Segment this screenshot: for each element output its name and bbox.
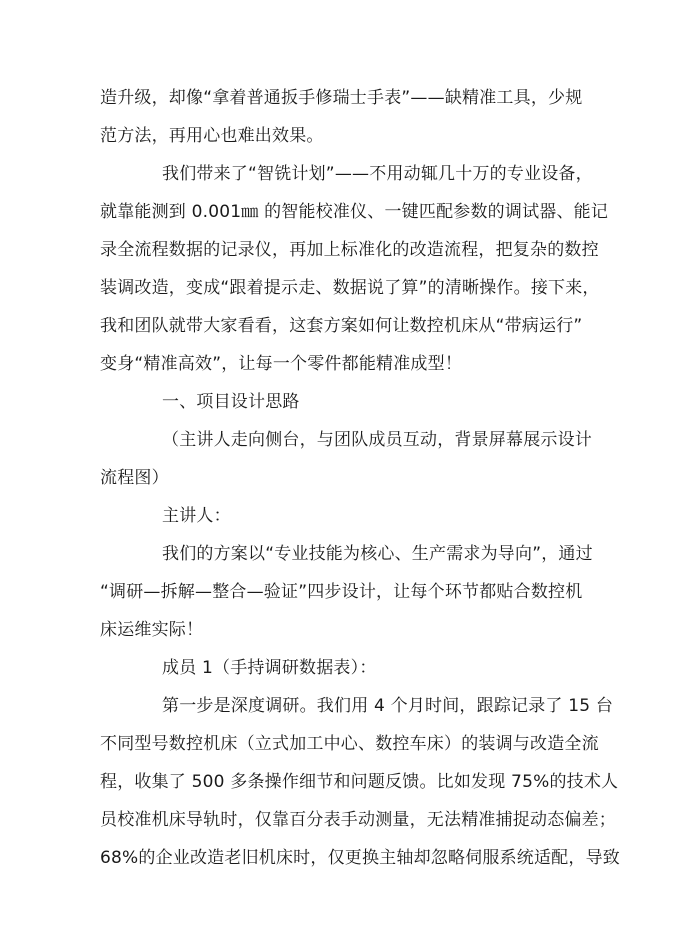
speaker-label: 主讲人： [162,506,231,526]
paragraph-line: 第一步是深度调研。我们用 4 个月时间，跟踪记录了 15 台 [162,696,614,716]
paragraph-line: 不同型号数控机床（立式加工中心、数控车床）的装调与改造全流 [100,734,599,754]
section-heading: 一、项目设计思路 [162,392,300,412]
paragraph-line: 范方法，再用心也难出效果。 [100,126,324,146]
paragraph-line: 我和团队就带大家看看，这套方案如何让数控机床从“带病运行” [100,316,583,336]
paragraph-line: 程，收集了 500 多条操作细节和问题反馈。比如发现 75%的技术人 [100,772,619,792]
paragraph-line: 68%的企业改造老旧机床时，仅更换主轴却忽略伺服系统适配，导致 [100,848,620,868]
paragraph-line: 变身“精准高效”，让每一个零件都能精准成型！ [100,354,463,374]
paragraph-line: 我们的方案以“专业技能为核心、生产需求为导向”，通过 [162,544,593,564]
paragraph-line: 造升级，却像“拿着普通扳手修瑞士手表”——缺精准工具，少规 [100,88,583,108]
paragraph-line: 床运维实际！ [100,620,204,640]
paragraph-line: 录全流程数据的记录仪，再加上标准化的改造流程，把复杂的数控 [100,240,599,260]
stage-direction-line: （主讲人走向侧台，与团队成员互动，背景屏幕展示设计 [162,430,592,450]
paragraph-line: 我们带来了“智铣计划”——不用动辄几十万的专业设备， [162,164,593,184]
paragraph-line: 就靠能测到 0.001㎜ 的智能校准仪、一键匹配参数的调试器、能记 [100,202,609,222]
paragraph-line: “调研—拆解—整合—验证”四步设计，让每个环节都贴合数控机 [100,582,583,602]
stage-direction-line: 流程图） [100,468,169,488]
paragraph-line: 装调改造，变成“跟着提示走、数据说了算”的清晰操作。接下来， [100,278,600,298]
speaker-label: 成员 1（手持调研数据表）： [162,658,377,678]
paragraph-line: 员校准机床导轨时，仅靠百分表手动测量，无法精准捕捉动态偏差； [100,810,616,830]
